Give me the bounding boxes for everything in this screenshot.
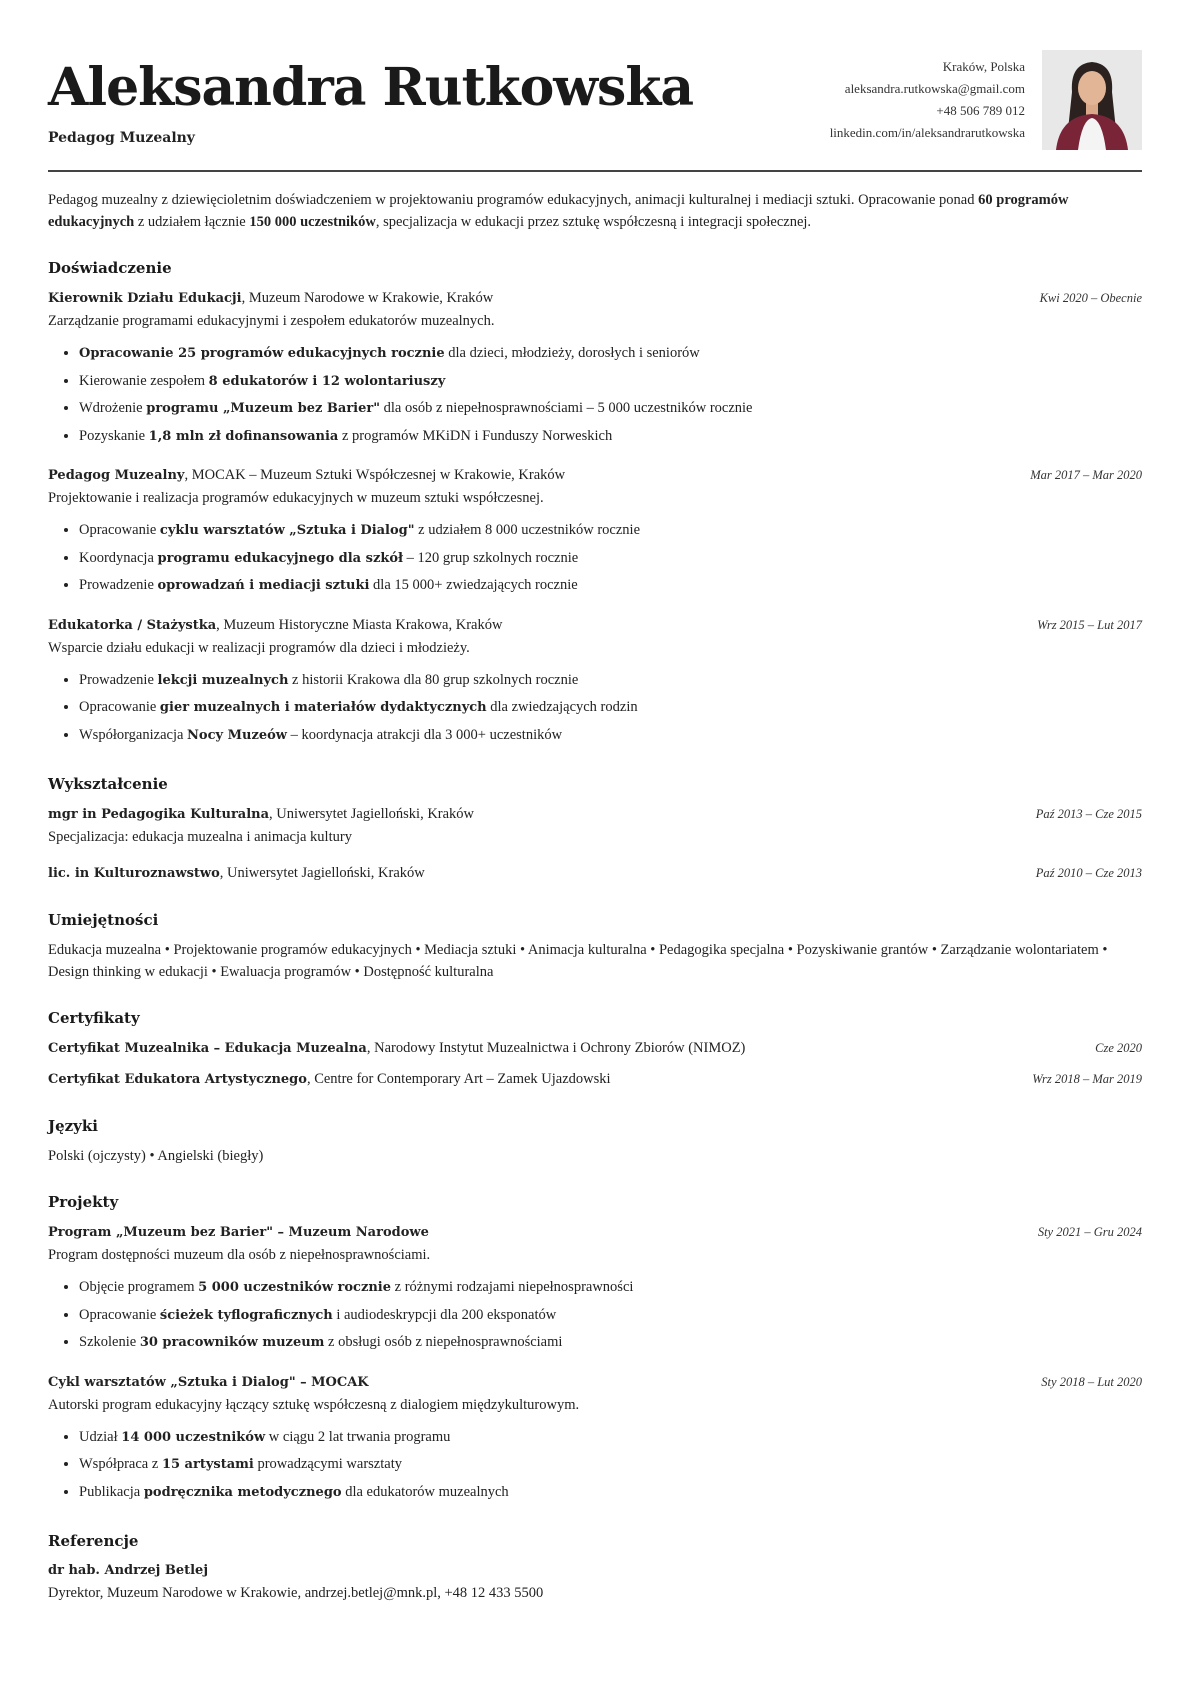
profile-photo: [1042, 50, 1142, 150]
list-item: • Udział 14 000 uczestników w ciągu 2 lat trwania programu: [79, 1424, 1142, 1452]
job-achievements: [48, 667, 1142, 750]
list-item: • Opracowanie gier muzealnych i materiałów dydaktycznych dla zwiedzających rodzin: [79, 694, 1142, 722]
list-item: • Opracowanie cyklu warsztatów „Sztuka i Dialog" z udziałem 8 000 uczestników rocznie: [79, 517, 1142, 545]
job-role: Pedagog Muzealny: [48, 468, 185, 483]
list-item: • Wdrożenie programu „Muzeum bez Barier" dla osób z niepełnosprawnościami – 5 000 uczestników rocznie: [79, 395, 1142, 423]
school: , Uniwersytet Jagielloński, Kraków: [269, 806, 475, 822]
job-title: Pedagog Muzealny: [48, 130, 195, 146]
profile-photo-image: [1042, 50, 1142, 150]
reference-details: Dyrektor, Muzeum Narodowe w Krakowie, andrzej.betlej@mnk.pl, +48 12 433 5500: [48, 1585, 544, 1601]
list-item: • Opracowanie 25 programów edukacyjnych rocznie dla dzieci, młodzieży, dorosłych i seniorów: [79, 340, 1142, 368]
languages-list: Polski (ojczysty) • Angielski (biegły): [48, 1148, 264, 1164]
list-item: • Prowadzenie oprowadzań i mediacji sztuki dla 15 000+ zwiedzających rocznie: [79, 572, 1142, 600]
section-title-projects: Projekty: [48, 1193, 119, 1211]
profile-summary: Pedagog muzealny z dziewięcioletnim doświadczeniem w projektowaniu programów edukacyjnych, animacji kulturalnej i mediacji sztuki. Opracowanie ponad 60 programów edukacyjnych z udziałem łącznie 150 000 uczestników, specjalizacja w edukacji przez sztukę współczesną i integracji społecznej.: [48, 192, 1069, 230]
certificate-date: Wrz 2018 – Mar 2019: [1032, 1072, 1142, 1086]
project-description: Program dostępności muzeum dla osób z niepełnosprawnościami.: [48, 1247, 431, 1263]
experience-entry: [48, 287, 1142, 450]
project-date: Sty 2018 – Lut 2020: [1041, 1374, 1142, 1389]
certificate-issuer: , Narodowy Instytut Muzealnictwa i Ochrony Zbiorów (NIMOZ): [366, 1040, 746, 1056]
section-title-skills: Umiejętności: [48, 911, 159, 929]
list-item: • Koordynacja programu edukacyjnego dla szkół – 120 grup szkolnych rocznie: [79, 545, 1142, 573]
section-title-experience: Doświadczenie: [48, 259, 172, 277]
education-date: Paź 2013 – Cze 2015: [1035, 807, 1142, 821]
job-description: Wsparcie działu edukacji w realizacji programów dla dzieci i młodzieży.: [48, 639, 470, 656]
resume-header: [48, 0, 1142, 172]
skills-list: Edukacja muzealna • Projektowanie programów edukacyjnych • Mediacja sztuki • Animacja kulturalna • Pedagogika specjalna • Pozyskiwanie grantów • Zarządzanie wolontariatem • Design thinking w edukacji • Ewaluacja programów • Dostępność kulturalna: [48, 942, 1108, 980]
list-item: • Opracowanie ścieżek tyflograficznych i audiodeskrypcji dla 200 eksponatów: [79, 1302, 1142, 1330]
education-entry: [48, 862, 1142, 885]
section-title-education: Wykształcenie: [48, 775, 168, 793]
candidate-name: Aleksandra Rutkowska: [48, 57, 694, 118]
school: , Uniwersytet Jagielloński, Kraków: [219, 865, 425, 881]
list-item: • Prowadzenie lekcji muzealnych z historii Krakowa dla 80 grup szkolnych rocznie: [79, 667, 1142, 695]
certificate-entry: [48, 1068, 1142, 1091]
job-date: Kwi 2020 – Obecnie: [1039, 291, 1142, 305]
section-title-certificates: Certyfikaty: [48, 1009, 140, 1027]
job-achievements: [48, 340, 1142, 450]
list-item: • Współpraca z 15 artystami prowadzącymi warsztaty: [79, 1451, 1142, 1479]
education-date: Paź 2010 – Cze 2013: [1035, 866, 1142, 880]
contact-linkedin[interactable]: linkedin.com/in/aleksandrarutkowska: [829, 125, 1025, 140]
contact-location: Kraków, Polska: [942, 59, 1025, 74]
project-achievements: [48, 1424, 1142, 1507]
job-organization: , Muzeum Narodowe w Krakowie, Kraków: [241, 290, 494, 306]
job-description: Projektowanie i realizacja programów edukacyjnych w muzeum sztuki współczesnej.: [48, 490, 544, 506]
education-description: Specjalizacja: edukacja muzealna i animacja kultury: [48, 829, 352, 845]
project-name: Program „Muzeum bez Barier" – Muzeum Narodowe: [48, 1225, 429, 1240]
certificate-date: Cze 2020: [1095, 1041, 1142, 1055]
project-description: Autorski program edukacyjny łączący sztukę współczesną z dialogiem międzykulturowym.: [48, 1396, 580, 1413]
project-date: Sty 2021 – Gru 2024: [1037, 1225, 1142, 1239]
job-role: Edukatorka / Stażystka: [48, 617, 217, 633]
contact-block: [830, 56, 1025, 144]
job-organization: , Muzeum Historyczne Miasta Krakowa, Kraków: [216, 616, 503, 633]
project-achievements: [48, 1274, 1142, 1357]
list-item: • Pozyskanie 1,8 mln zł dofinansowania z programów MKiDN i Funduszy Norweskich: [79, 423, 1142, 451]
project-entry: [48, 1221, 1142, 1357]
job-role: Kierownik Działu Edukacji: [48, 291, 242, 306]
list-item: • Publikacja podręcznika metodycznego dla edukatorów muzealnych: [79, 1479, 1142, 1507]
list-item: • Szkolenie 30 pracowników muzeum z obsługi osób z niepełnosprawnościami: [79, 1329, 1142, 1357]
certificate-name: Certyfikat Muzealnika – Edukacja Muzealna: [48, 1041, 367, 1056]
list-item: • Kierowanie zespołem 8 edukatorów i 12 wolontariuszy: [79, 368, 1142, 396]
list-item: • Współorganizacja Nocy Muzeów – koordynacja atrakcji dla 3 000+ uczestników: [79, 722, 1142, 750]
certificate-entry: [48, 1037, 1142, 1060]
job-date: Wrz 2015 – Lut 2017: [1037, 617, 1142, 632]
job-description: Zarządzanie programami edukacyjnymi i zespołem edukatorów muzealnych.: [48, 313, 495, 329]
contact-email[interactable]: aleksandra.rutkowska@gmail.com: [844, 81, 1025, 96]
job-achievements: [48, 517, 1142, 600]
job-organization: , MOCAK – Muzeum Sztuki Współczesnej w Krakowie, Kraków: [184, 467, 566, 483]
contact-phone: +48 506 789 012: [936, 103, 1025, 118]
section-title-languages: Języki: [48, 1117, 98, 1135]
certificate-issuer: , Centre for Contemporary Art – Zamek Ujazdowski: [306, 1071, 611, 1087]
degree: mgr in Pedagogika Kulturalna: [48, 807, 270, 822]
project-name: Cykl warsztatów „Sztuka i Dialog" – MOCAK: [48, 1374, 369, 1390]
degree: lic. in Kulturoznawstwo: [48, 866, 220, 881]
experience-entry: [48, 464, 1142, 600]
list-item: • Objęcie programem 5 000 uczestników rocznie z różnymi rodzajami niepełnosprawności: [79, 1274, 1142, 1302]
reference-name: dr hab. Andrzej Betlej: [48, 1563, 209, 1578]
job-date: Mar 2017 – Mar 2020: [1030, 468, 1142, 482]
section-title-references: Referencje: [48, 1532, 139, 1550]
project-entry: [48, 1371, 1142, 1507]
education-entry: [48, 803, 1142, 848]
experience-entry: [48, 614, 1142, 750]
certificate-name: Certyfikat Edukatora Artystycznego: [48, 1072, 307, 1087]
